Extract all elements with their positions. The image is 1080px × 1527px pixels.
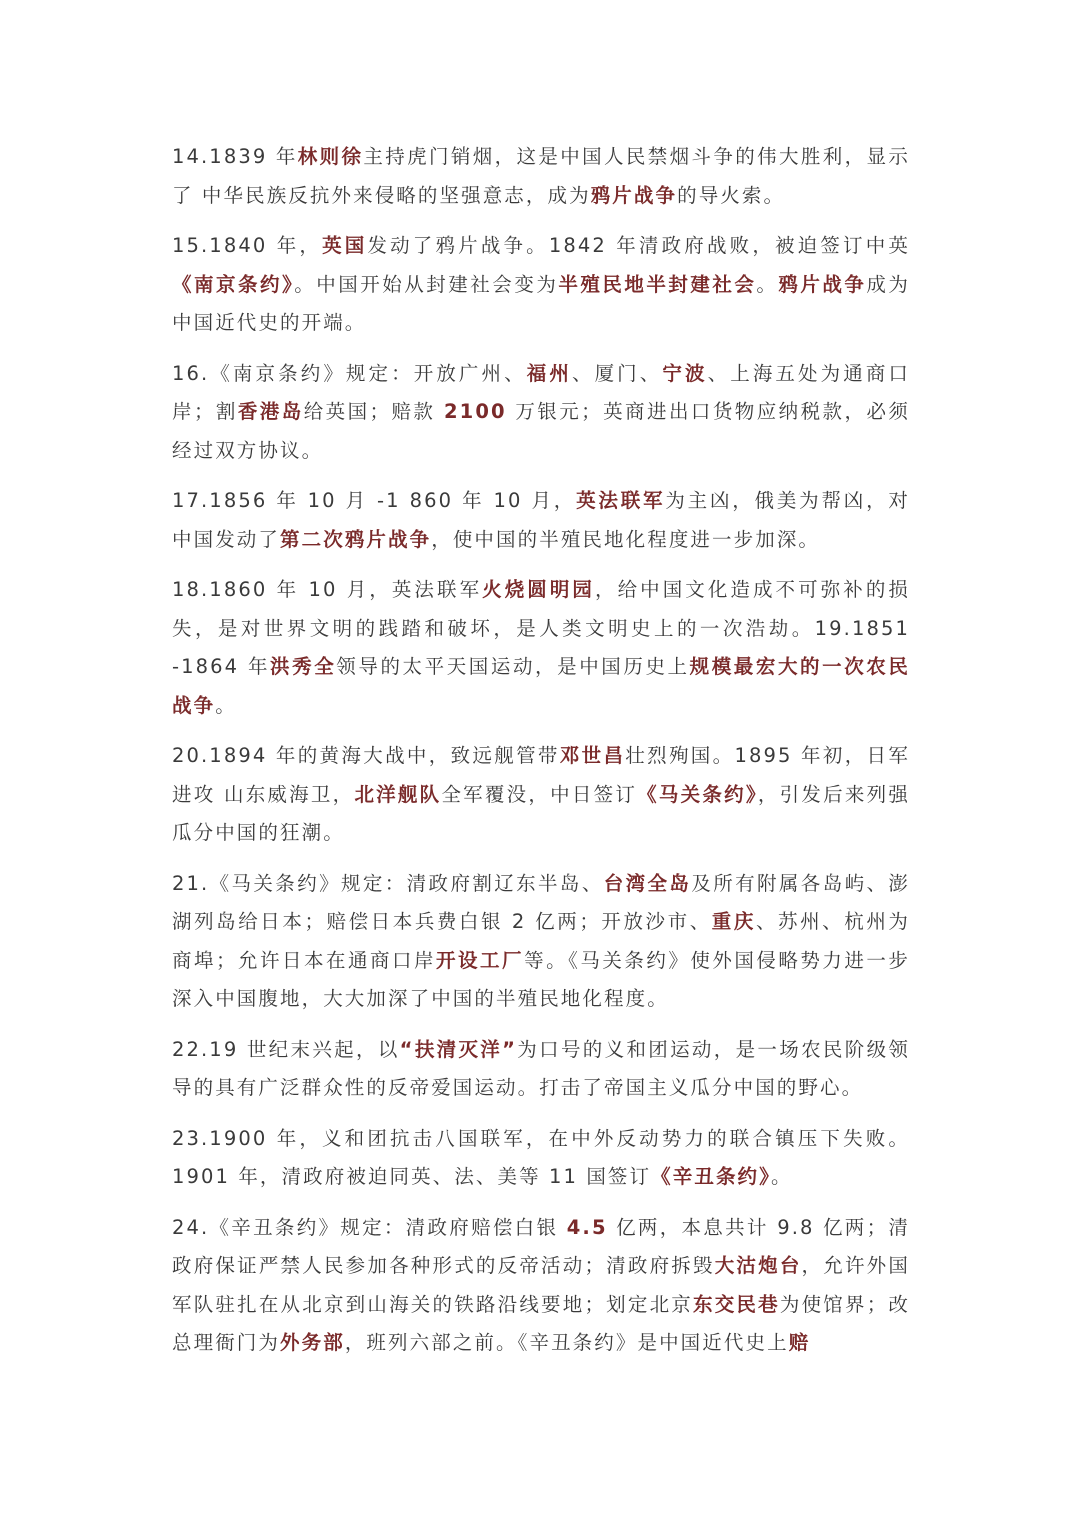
- text-segment: 18.1860 年 10 月，英法联军: [172, 578, 483, 601]
- document-page: [172, 138, 910, 1375]
- text-segment: 为使馆界；改总理衙门为: [172, 1292, 911, 1354]
- paragraph-p22: [172, 1031, 910, 1108]
- paragraph-p21: [172, 865, 910, 1019]
- text-segment: 壮烈殉国。1895 年初，日军进攻 山东威海卫，: [172, 744, 910, 806]
- document-body: [172, 138, 910, 1363]
- highlighted-term: 第二次鸦片战争: [280, 527, 432, 551]
- highlighted-term: 福州: [526, 361, 572, 385]
- highlighted-term: 4.5: [566, 1215, 608, 1239]
- paragraph-p18: [172, 571, 910, 725]
- highlighted-term: 林则徐: [297, 145, 364, 168]
- text-segment: 全军覆没，中日签订: [441, 782, 638, 806]
- text-segment: 、厦门、: [571, 361, 663, 385]
- highlighted-term: 赔: [788, 1331, 811, 1354]
- highlighted-term: 北洋舰队: [354, 782, 442, 806]
- paragraph-p15: [172, 227, 910, 343]
- text-segment: 亿两，本息共计 9.8 亿两；清政府保证严禁人民参加各种形式的反帝活动；清政府拆毁: [172, 1215, 910, 1277]
- text-segment: 。: [756, 272, 779, 296]
- text-segment: 及所有附属各岛屿、澎湖列岛给日本；赔偿日本兵费白银 2 亿两；开放沙市、: [172, 871, 910, 933]
- text-segment: 20.1894 年的黄海大战中，致远舰管带: [172, 744, 560, 767]
- text-segment: 17.1856 年 10 月 -1 860 年 10 月，: [172, 489, 577, 512]
- text-segment: 的导火索。: [677, 183, 786, 207]
- highlighted-term: “扶清灭洋”: [399, 1037, 518, 1061]
- text-segment: ，引发后来列强瓜分中国的狂潮。: [172, 782, 911, 844]
- text-segment: ，允许外国军队驻扎在从北京到山海关的铁路沿线要地；划定北京: [172, 1254, 910, 1316]
- highlighted-term: 东交民巷: [693, 1292, 780, 1316]
- highlighted-term: 香港岛: [237, 400, 304, 423]
- text-segment: 。: [215, 693, 237, 717]
- text-segment: 领导的太平天国运动，是中国历史上: [336, 655, 690, 678]
- highlighted-term: 重庆: [711, 910, 756, 933]
- highlighted-term: 邓世昌: [559, 744, 626, 767]
- text-segment: 15.1840 年，: [172, 234, 323, 257]
- paragraph-p14: [172, 138, 910, 215]
- highlighted-term: 《南京条约》: [172, 272, 295, 296]
- paragraph-p24: [172, 1209, 910, 1363]
- highlighted-term: 鸦片战争: [778, 272, 867, 296]
- text-segment: 发动了鸦片战争。1842 年清政府战败，被迫签订中英: [367, 234, 910, 257]
- text-segment: ，给中国文化造成不可弥补的损失，是对世界文明的践踏和破坏，是人类文明史上的一次浩劫。19.1851 -1864 年: [172, 578, 910, 678]
- text-segment: ，班列六部之前。《辛丑条约》是中国近代史上: [344, 1331, 789, 1354]
- text-segment: 24.《辛丑条约》规定：清政府赔偿白银: [172, 1215, 567, 1239]
- paragraph-p16: [172, 355, 910, 471]
- text-segment: 16.《南京条约》规定：开放广州、: [172, 361, 527, 385]
- text-segment: ，使中国的半殖民地化程度进一步加深。: [431, 527, 821, 551]
- highlighted-term: 英法联军: [576, 489, 666, 512]
- highlighted-term: 规模最宏大的一次农民战争: [172, 655, 910, 717]
- text-segment: 、上海五处为通商口岸；割: [172, 361, 911, 423]
- text-segment: 21.《马关条约》规定：清政府割辽东半岛、: [172, 871, 604, 895]
- text-segment: 主持虎门销烟，这是中国人民禁烟斗争的伟大胜利，显示了 中华民族反抗外来侵略的坚强意志，成为: [172, 145, 910, 207]
- highlighted-term: 外务部: [280, 1331, 345, 1354]
- text-segment: 14.1839 年: [172, 145, 298, 168]
- highlighted-term: 洪秀全: [270, 655, 337, 678]
- highlighted-term: 开设工厂: [436, 948, 525, 972]
- text-segment: 给英国；赔款: [303, 400, 444, 423]
- text-segment: 为口号的义和团运动，是一场农民阶级领导的具有广泛群众性的反帝爱国运动。打击了帝国主义瓜分中国的野心。: [172, 1037, 910, 1099]
- highlighted-term: 英国: [322, 234, 368, 257]
- highlighted-term: 2100: [444, 400, 507, 423]
- text-segment: 22.19 世纪末兴起，以: [172, 1037, 400, 1061]
- paragraph-p20: [172, 737, 910, 853]
- highlighted-term: 大沽炮台: [714, 1254, 802, 1277]
- text-segment: 等。《马关条约》使外国侵略势力进一步深入中国腹地，大大加深了中国的半殖民地化程度。: [172, 948, 910, 1010]
- text-segment: 、苏州、杭州为商埠；允许日本在通商口岸: [172, 910, 911, 972]
- text-segment: 为主凶，俄美为帮凶，对中国发动了: [172, 489, 910, 551]
- text-segment: 。中国开始从封建社会变为: [294, 272, 559, 296]
- text-segment: 万银元；英商进出口货物应纳税款，必须经过双方协议。: [172, 400, 910, 462]
- highlighted-term: 《辛丑条约》: [651, 1165, 771, 1188]
- text-segment: 23.1900 年，义和团抗击八国联军，在中外反动势力的联合镇压下失败。1901 年，清政府被迫同英、法、美等 11 国签订: [172, 1126, 910, 1188]
- text-segment: 成为中国近代史的开端。: [172, 272, 910, 334]
- highlighted-term: 半殖民地半封建社会: [558, 272, 757, 296]
- highlighted-term: 宁波: [662, 361, 708, 385]
- paragraph-p17: [172, 482, 910, 559]
- highlighted-term: 台湾全岛: [603, 871, 692, 895]
- highlighted-term: 鸦片战争: [590, 183, 678, 207]
- highlighted-term: 火烧圆明园: [482, 578, 595, 601]
- highlighted-term: 《马关条约》: [637, 782, 758, 806]
- paragraph-p23: [172, 1120, 910, 1197]
- text-segment: 。: [771, 1165, 793, 1188]
